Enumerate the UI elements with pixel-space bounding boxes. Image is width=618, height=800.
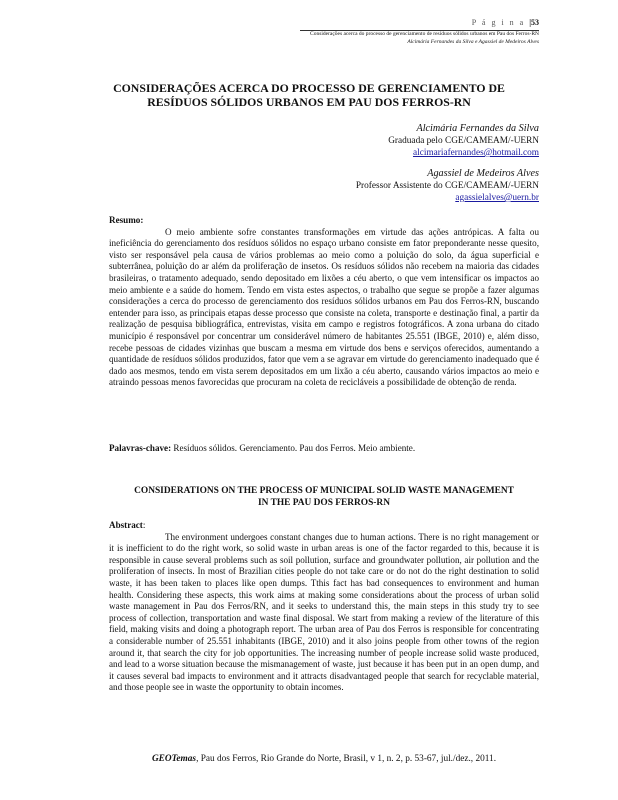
keywords-label: Palavras-chave:	[109, 443, 172, 453]
running-authors: Alcimária Fernandes da Silva e Agassiel de Medeiros Alves	[407, 39, 539, 45]
paper-title	[80, 81, 538, 109]
page-number-header: P á g i n a |53	[471, 18, 539, 27]
title-line-2: RESÍDUOS SÓLIDOS URBANOS EM PAU DOS FERROS-RN	[147, 95, 471, 109]
abstract-section: Abstract: The environment undergoes constant changes due to human actions. There is no right management or it is inefficient to do the right work, so solid waste in urban areas is one of the factor regarded to this, because it is responsible in cause several problems such as soil pollution, surface and groundwater pollution, air pollution and the proliferation of insects. In most of Brazilian cities people do not take care or do not do the right destination to solid waste, it has been taken to places like open dumps. Tthis fact has bad consequences to environment and human health. Considering these aspects, this work aims at making some considerations about the process of urban solid waste management in Pau dos Ferros/RN, and it seeks to understand this, the main steps in this study try to see process of collection, transportation and waste final disposal. We start from making a review of the literature of this field, making visits and doing a photograph report. The urban area of Pau dos Ferros is responsible for concentrating a considerable number of 25.551 inhabitants (IBGE, 2010) and it also joins people from other towns of the region around it, that search the city for job opportunities. The increasing number of people increase solid waste produced, and lead to a worse situation because the mismanagement of waste, just because it has been put in an open dump, and it causes several bad impacts to environment and it attracts disadvantaged people that search for recyclable material, and those people see in waste the opportunity to obtain incomes.	[109, 520, 539, 693]
english-title-line-1: CONSIDERATIONS ON THE PROCESS OF MUNICIPAL SOLID WASTE MANAGEMENT	[134, 486, 514, 496]
footer-citation	[109, 754, 539, 764]
resumo-label: Resumo:	[109, 215, 144, 225]
english-title-line-2: IN THE PAU DOS FERROS-RN	[258, 497, 390, 508]
journal-logo-text: GEOTemas	[151, 754, 197, 764]
abstract-text: The environment undergoes constant changes due to human actions. There is no right management or it is inefficient to do the right work, so solid waste in urban areas is one of the factor regarded to this, because it is responsible in cause several problems such as soil pollution, surface and groundwater pollution, air pollution and the proliferation of insects. In most of Brazilian cities people do not take care or do not do the right destination to solid waste, it has been taken to places like open dumps. Tthis fact has bad consequences to environment and human health. Considering these aspects, this work aims at making some considerations about the process of urban solid waste management in Pau dos Ferros/RN, and it seeks to understand this, the main steps in this study try to see process of collection, transportation and waste final disposal. We start from making a review of the literature of this field, making visits and doing a photograph report. The urban area of Pau dos Ferros is responsible for concentrating a considerable number of 25.551 inhabitants (IBGE, 2010) and it also joins people from other towns of the region around it, that search the city for job opportunities. The increasing number of people increase solid waste produced, and lead to a worse situation because the mismanagement of waste, just because it has been put in an open dump, and it causes several bad impacts to environment and it attracts disadvantaged people that search for recyclable material, and those people see in waste the opportunity to obtain incomes.	[109, 531, 539, 693]
author-affiliation: Professor Assistente do CGE/CAMEAM/-UERN	[355, 181, 539, 191]
abstract-label: Abstract	[109, 520, 143, 530]
author-name: Agassiel de Medeiros Alves	[427, 168, 539, 179]
author-affiliation: Graduada pelo CGE/CAMEAM/-UERN	[388, 136, 539, 146]
resumo-section	[109, 215, 539, 389]
author-name: Alcimária Fernandes da Silva	[416, 123, 539, 134]
english-title	[109, 486, 539, 509]
title-line-1: CONSIDERAÇÕES ACERCA DO PROCESSO DE GERENCIAMENTO DE	[113, 81, 505, 95]
keywords-text: Resíduos sólidos. Gerenciamento. Pau dos Ferros. Meio ambiente.	[173, 443, 416, 453]
running-title: Considerações acerca do processo de gerenciamento de resíduos sólidos urbanos em Pau dos Ferros-RN	[310, 31, 539, 37]
author-block-1	[388, 123, 539, 159]
keywords-line	[109, 443, 539, 455]
author-email-link[interactable]: alcimariafernandes@hotmail.com	[412, 148, 539, 158]
author-email-link[interactable]: agassielalves@uern.br	[455, 193, 539, 203]
resumo-text: O meio ambiente sofre constantes transformações em virtude das ações antrópicas. A falta ou ineficiência do gerenciamento dos resíduos sólidos no espaço urbano consiste em fator preponderante nesse quesito, visto ser responsável pela causa de vários problemas ao meio como a poluição do solo, da água superficial e subterrânea, poluição do ar além da proliferação de insetos. Os resíduos sólidos não recebem na maioria das cidades brasileiras, o tratamento adequado, sendo depositado em lixões a céu aberto, o que vem intensificar os impactos ao meio ambiente e a saúde do homem. Tendo em vista estes aspectos, o trabalho que segue se propõe a fazer algumas considerações a cerca do processo de gerenciamento dos resíduos sólidos urbanos em Pau dos Ferros-RN, buscando entender para isso, as principais etapas desse processo que consiste na coleta, transporte e destinação final, a partir da realização de pesquisa bibliográfica, entrevistas, visita em campo e registros fotográficos. A zona urbana do citado município é responsável por concentrar um considerável número de habitantes 25.551 (IBGE, 2010) e, além disso, recebe pessoas de cidades vizinhas que buscam a mesma em virtude dos bens e serviços oferecidos, aumentando a quantidade de resíduos sólidos produzidos, fator que vem a se agravar em virtude do gerenciamento inadequado que é dado aos mesmos, tendo em vista serem depositados em um lixão a céu aberto, causando vários impactos ao meio e atraindo pessoas menos favorecidas que procuram na coleta de recicláveis a possibilidade de obtenção de renda.	[109, 226, 539, 388]
author-block-2	[356, 168, 539, 204]
citation-text: , Pau dos Ferros, Rio Grande do Norte, Brasil, v 1, n. 2, p. 53-67, jul./dez., 2011.	[196, 754, 497, 764]
